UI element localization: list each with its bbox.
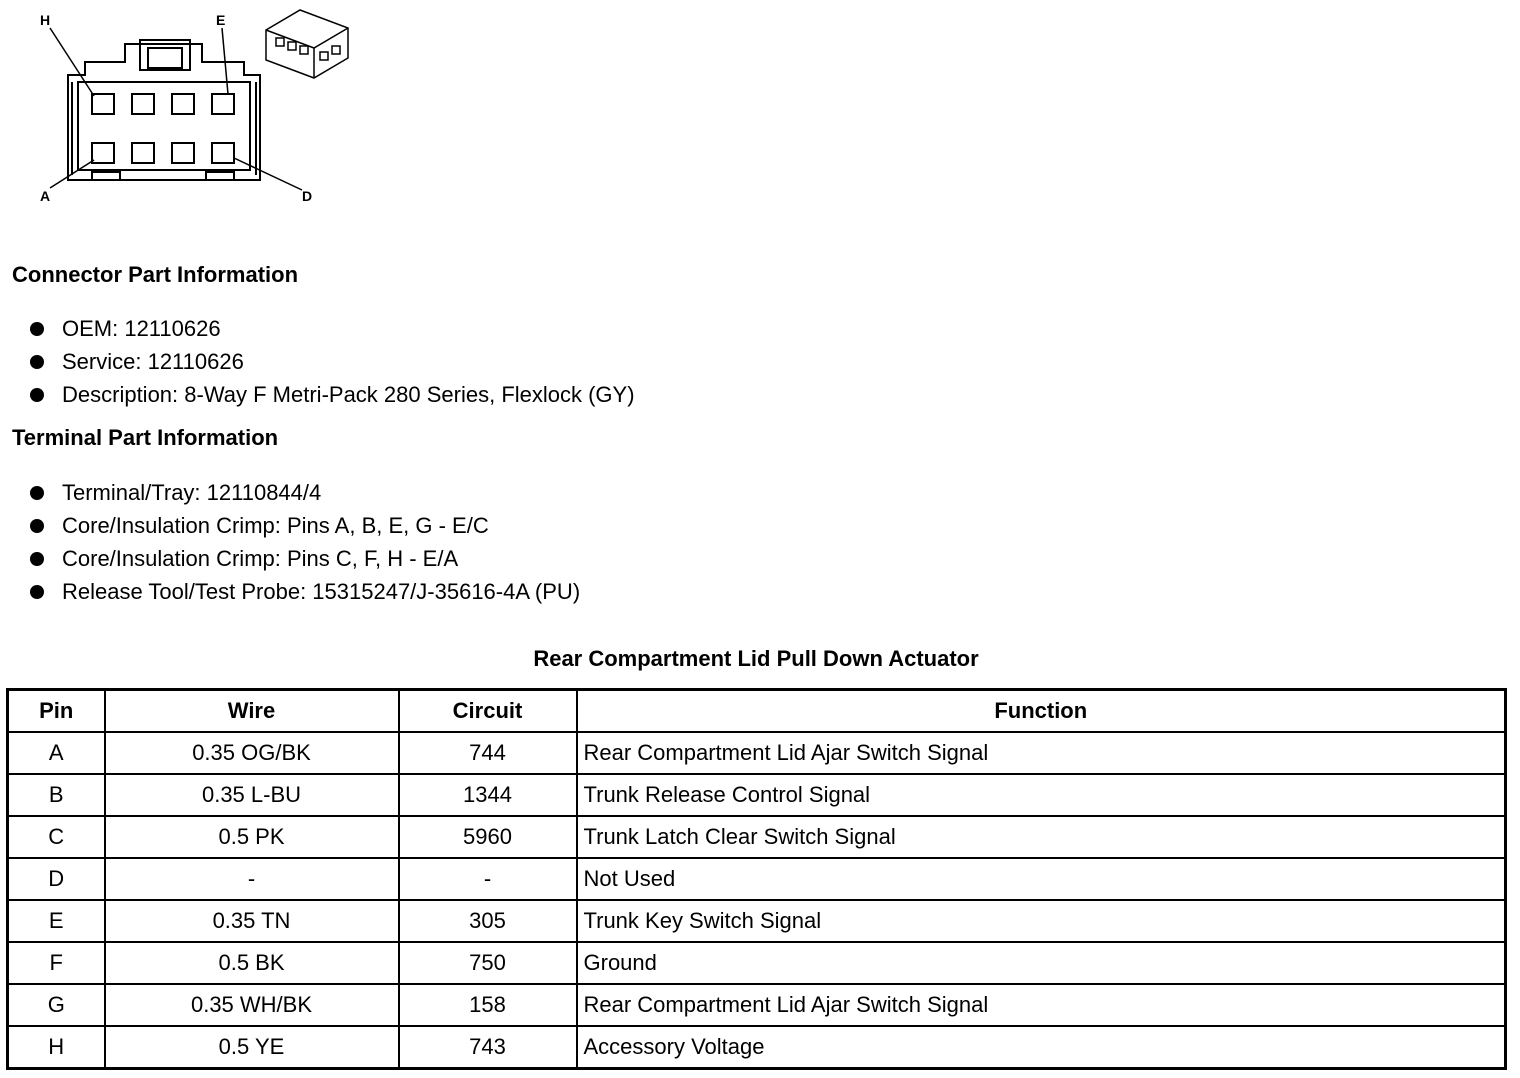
table-row xyxy=(8,732,1506,774)
pin-label-a: A xyxy=(40,188,51,204)
cell-circuit: 744 xyxy=(399,732,577,774)
pin-label-h: H xyxy=(40,12,51,28)
table-row xyxy=(8,816,1506,858)
cell-circuit: 158 xyxy=(399,984,577,1026)
cell-circuit: 305 xyxy=(399,900,577,942)
list-item: Description: 8-Way F Metri-Pack 280 Series, Flexlock (GY) xyxy=(30,378,635,411)
cell-circuit: 5960 xyxy=(399,816,577,858)
table-title: Rear Compartment Lid Pull Down Actuator xyxy=(533,646,979,671)
table-row xyxy=(8,942,1506,984)
cell-circuit: 750 xyxy=(399,942,577,984)
header-function: Function xyxy=(577,690,1506,733)
table-row xyxy=(8,900,1506,942)
cell-wire: 0.35 OG/BK xyxy=(105,732,399,774)
cell-wire: - xyxy=(105,858,399,900)
cell-function: Trunk Key Switch Signal xyxy=(577,900,1506,942)
cell-wire: 0.35 L-BU xyxy=(105,774,399,816)
list-item: Release Tool/Test Probe: 15315247/J-35616-4A (PU) xyxy=(30,575,580,608)
cell-function: Not Used xyxy=(577,858,1506,900)
cell-function: Ground xyxy=(577,942,1506,984)
cell-function: Accessory Voltage xyxy=(577,1026,1506,1069)
cell-function: Rear Compartment Lid Ajar Switch Signal xyxy=(577,984,1506,1026)
header-pin: Pin xyxy=(8,690,105,733)
header-wire: Wire xyxy=(105,690,399,733)
cell-wire: 0.5 YE xyxy=(105,1026,399,1069)
cell-circuit: 1344 xyxy=(399,774,577,816)
pinout-table xyxy=(6,688,1507,1070)
cell-circuit: - xyxy=(399,858,577,900)
cell-pin: C xyxy=(8,816,105,858)
terminal-part-heading: Terminal Part Information xyxy=(12,425,279,450)
list-item: Terminal/Tray: 12110844/4 xyxy=(30,476,580,509)
cell-function: Trunk Release Control Signal xyxy=(577,774,1506,816)
connector-part-heading: Connector Part Information xyxy=(12,262,299,287)
cell-wire: 0.35 TN xyxy=(105,900,399,942)
table-row xyxy=(8,984,1506,1026)
pin-label-e: E xyxy=(216,12,226,28)
connector-part-list xyxy=(30,312,635,411)
list-item: Core/Insulation Crimp: Pins A, B, E, G - E/C xyxy=(30,509,580,542)
list-item: Service: 12110626 xyxy=(30,345,635,378)
header-circuit: Circuit xyxy=(399,690,577,733)
cell-pin: F xyxy=(8,942,105,984)
cell-function: Rear Compartment Lid Ajar Switch Signal xyxy=(577,732,1506,774)
cell-pin: D xyxy=(8,858,105,900)
pin-label-d: D xyxy=(302,188,313,204)
cell-pin: B xyxy=(8,774,105,816)
list-item: OEM: 12110626 xyxy=(30,312,635,345)
cell-function: Trunk Latch Clear Switch Signal xyxy=(577,816,1506,858)
terminal-part-list xyxy=(30,476,580,608)
connector-diagram xyxy=(30,0,350,210)
cell-wire: 0.35 WH/BK xyxy=(105,984,399,1026)
table-row xyxy=(8,774,1506,816)
cell-pin: G xyxy=(8,984,105,1026)
connector-thumbnail xyxy=(266,10,348,78)
cell-pin: E xyxy=(8,900,105,942)
connector-face-drawing xyxy=(30,0,350,210)
cell-pin: H xyxy=(8,1026,105,1069)
cell-pin: A xyxy=(8,732,105,774)
table-header-row xyxy=(8,690,1506,733)
list-item: Core/Insulation Crimp: Pins C, F, H - E/A xyxy=(30,542,580,575)
table-row xyxy=(8,858,1506,900)
cell-wire: 0.5 PK xyxy=(105,816,399,858)
cell-wire: 0.5 BK xyxy=(105,942,399,984)
table-row xyxy=(8,1026,1506,1069)
cell-circuit: 743 xyxy=(399,1026,577,1069)
